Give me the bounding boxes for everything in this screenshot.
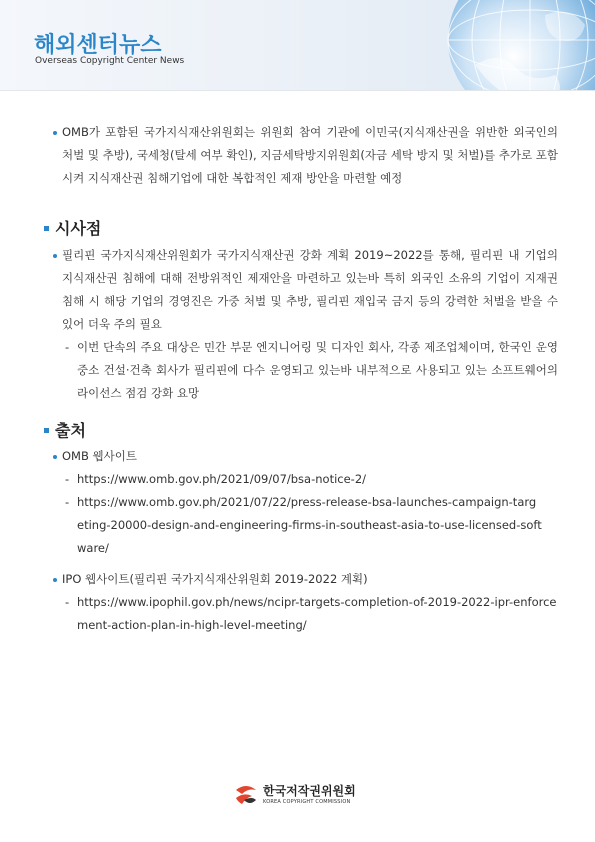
dash-icon: - [65, 472, 70, 486]
source-link[interactable] [0, 491, 595, 560]
dash-icon: - [65, 340, 70, 354]
sources-heading [44, 418, 86, 441]
source-link[interactable] [0, 591, 595, 637]
square-marker-icon [44, 428, 49, 433]
org-name-korean: 한국저작권위원회 [263, 784, 356, 798]
source-group-label: OMB 웹사이트 [0, 445, 595, 468]
kcc-logo-icon [232, 780, 260, 808]
square-marker-icon [44, 226, 49, 231]
source-group-label: IPO 웹사이트(필리핀 국가지식재산위원회 2019-2022 계획) [0, 568, 595, 591]
implications-heading-text: 시사점 [55, 219, 102, 238]
header-subtitle: Overseas Copyright Center News [35, 56, 185, 66]
header-divider [0, 90, 595, 91]
sources-heading-text: 출처 [55, 421, 86, 440]
dash-icon: - [65, 495, 70, 509]
dash-icon: - [65, 595, 70, 609]
source-link[interactable] [0, 468, 595, 491]
org-name-english: KOREA COPYRIGHT COMMISSION [263, 799, 351, 805]
implications-sub-item [0, 336, 595, 405]
implications-bullet: 필리핀 국가지식재산위원회가 국가지식재산권 강화 계획 2019~2022를 통해, 필리핀 내 기업의 지식재산권 침해에 대해 전방위적인 제재안을 마련하고 있는바 특히 외국인 소유의 기업이 지재권 침해 시 해당 기업의 경영진은 가중 처벌 및 추방, 필리핀 재입국 금지 등의 강력한 처벌을 받을 수 있어 더욱 주의 필요 [0, 244, 595, 336]
intro-section [0, 121, 595, 190]
header-title: 해외센터뉴스 [34, 33, 162, 58]
spacer [0, 560, 595, 568]
implications-sub-text: 이번 단속의 주요 대상은 민간 부문 엔지니어링 및 디자인 회사, 각종 제조업체이며, 한국인 운영 중소 건설·건축 회사가 필리핀에 다수 운영되고 있는바 내부적으로 사용되고 있는 소프트웨어의 라이선스 점검 강화 요망 [77, 340, 558, 400]
source-link-text[interactable]: https://www.ipophil.gov.ph/news/ncipr-targets-completion-of-2019-2022-ipr-enforcement-action-plan-in-high-level-meeting/ [77, 595, 557, 632]
page-header [0, 0, 595, 90]
implications-section [0, 244, 595, 405]
implications-heading [44, 216, 101, 239]
source-link-text[interactable]: https://www.omb.gov.ph/2021/09/07/bsa-notice-2/ [77, 472, 367, 486]
globe-icon [445, 0, 595, 90]
intro-bullet: OMB가 포함된 국가지식재산위원회는 위원회 참여 기관에 이민국(지식재산권을 위반한 외국인의 처벌 및 추방), 국세청(탈세 여부 확인), 지금세탁방지위원회(자금 세탁 방지 및 처벌)를 추가로 포함시켜 지식재산권 침해기업에 대한 복합적인 제재 방안을 마련할 예정 [0, 121, 595, 190]
source-link-text[interactable]: https://www.omb.gov.ph/2021/07/22/press-release-bsa-launches-campaign-targeting-20000-design-and-engineering-firms-in-southeast-asia-to-use-licensed-software/ [77, 495, 542, 555]
sources-section [0, 445, 595, 637]
